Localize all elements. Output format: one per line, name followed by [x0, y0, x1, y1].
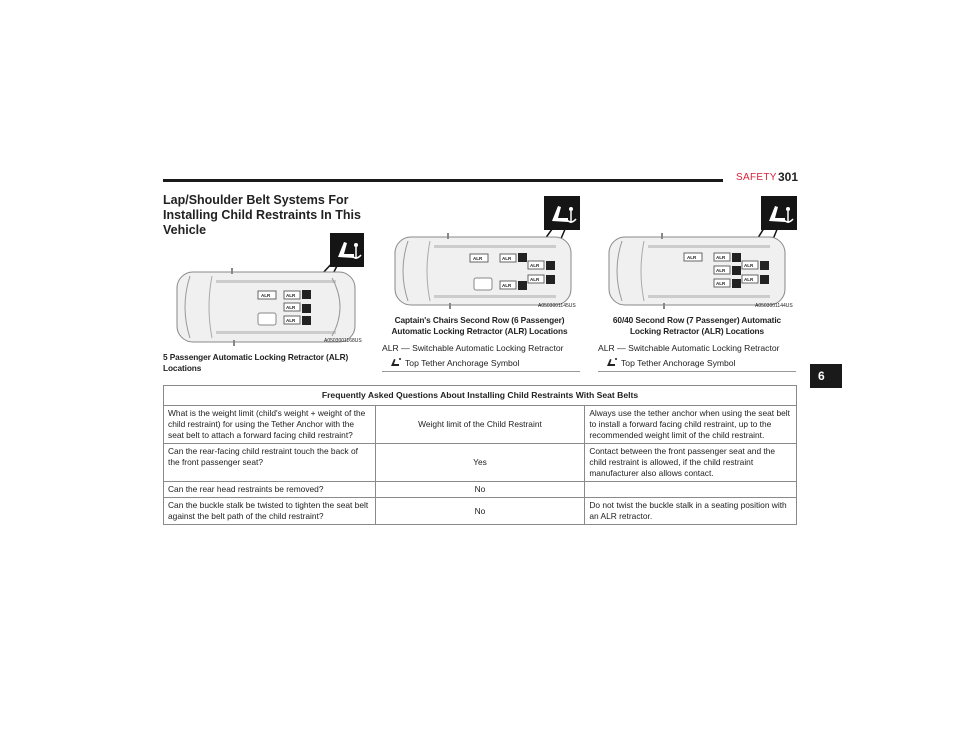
faq-answer: No — [375, 498, 585, 525]
alr-label-2: ALR — [502, 256, 512, 261]
faq-note: Contact between the front passenger seat and the child restraint is allowed, if the child restraint manufacturer also allows contact. — [585, 444, 797, 482]
faq-note: Always use the tether anchor when using the seat belt to install a forward facing child restraint, up to the recommended weight limit of the child restraint. — [585, 406, 797, 444]
tether-symbol-box — [544, 196, 580, 230]
vehicle-diagram-5-passenger — [172, 230, 368, 348]
faq-table-title: Frequently Asked Questions About Installing Child Restraints With Seat Belts — [164, 386, 797, 406]
alr-label-2: ALR — [716, 255, 726, 260]
legend-captains-chairs — [382, 341, 582, 371]
figure-5-passenger — [172, 230, 368, 348]
legend-rule — [382, 371, 580, 372]
faq-note — [585, 482, 797, 498]
running-header-section: SAFETY — [736, 172, 777, 183]
tether-symbol-box — [761, 196, 797, 230]
figure-caption-60-40: 60/40 Second Row (7 Passenger) Automatic Locking Retractor (ALR) Locations — [612, 315, 782, 336]
alr-label-1: ALR — [473, 256, 483, 261]
figure-code: A0503001144US — [755, 303, 793, 309]
figure-caption-captains-chairs: Captain's Chairs Second Row (6 Passenger) Automatic Locking Retractor (ALR) Locations — [391, 315, 568, 336]
alr-label-3: ALR — [286, 305, 296, 310]
alr-label-3: ALR — [530, 263, 540, 268]
faq-question: Can the buckle stalk be twisted to tighten the seat belt against the belt path of the child restraint? — [164, 498, 376, 525]
legend-tether-row — [598, 356, 798, 371]
table-row — [164, 482, 797, 498]
vehicle-diagram-captains-chairs — [392, 195, 584, 313]
legend-tether-row — [382, 356, 582, 371]
faq-question: Can the rear-facing child restraint touch the back of the front passenger seat? — [164, 444, 376, 482]
alr-label-3: ALR — [716, 268, 726, 273]
header-rule — [163, 179, 723, 182]
legend-tether-text: Top Tether Anchorage Symbol — [621, 358, 736, 368]
faq-note: Do not twist the buckle stalk in a seating position with an ALR retractor. — [585, 498, 797, 525]
section-title: Lap/Shoulder Belt Systems For Installing Child Restraints In This Vehicle — [163, 193, 361, 237]
table-row — [164, 498, 797, 525]
alr-label-4: ALR — [286, 318, 296, 323]
table-row — [164, 444, 797, 482]
legend-tether-text: Top Tether Anchorage Symbol — [405, 358, 520, 368]
alr-label-5: ALR — [744, 277, 754, 282]
legend-60-40 — [598, 341, 798, 371]
alr-label-1: ALR — [261, 293, 271, 298]
alr-label-4: ALR — [744, 263, 754, 268]
legend-rule — [598, 371, 796, 372]
alr-label-6: ALR — [716, 281, 726, 286]
alr-label-2: ALR — [286, 293, 296, 298]
vehicle-diagram-60-40 — [606, 195, 798, 313]
figure-caption-5-passenger: 5 Passenger Automatic Locking Retractor (ALR) Locations — [163, 352, 349, 373]
figure-code: A0503001145US — [538, 303, 576, 309]
faq-answer: No — [375, 482, 585, 498]
tether-anchor-icon — [606, 357, 618, 367]
legend-alr-text: ALR — Switchable Automatic Locking Retractor — [382, 343, 564, 353]
faq-answer: Yes — [375, 444, 585, 482]
faq-answer: Weight limit of the Child Restraint — [375, 406, 585, 444]
legend-alr-text: ALR — Switchable Automatic Locking Retractor — [598, 343, 780, 353]
figure-60-40 — [606, 195, 798, 313]
faq-table — [163, 385, 797, 525]
tether-anchor-icon — [390, 357, 402, 367]
figure-captains-chairs — [392, 195, 584, 313]
page-number: 301 — [778, 170, 799, 184]
alr-label-1: ALR — [687, 255, 697, 260]
figure-code: A0503001168US — [324, 338, 362, 344]
tether-symbol-box — [330, 233, 364, 267]
alr-label-4: ALR — [530, 277, 540, 282]
faq-question: What is the weight limit (child's weight + weight of the child restraint) for using the Tether Anchor with the seat belt to attach a forward facing child restraint? — [164, 406, 376, 444]
faq-question: Can the rear head restraints be removed? — [164, 482, 376, 498]
chapter-tab[interactable]: 6 — [810, 364, 842, 388]
table-row — [164, 406, 797, 444]
alr-label-5: ALR — [502, 283, 512, 288]
